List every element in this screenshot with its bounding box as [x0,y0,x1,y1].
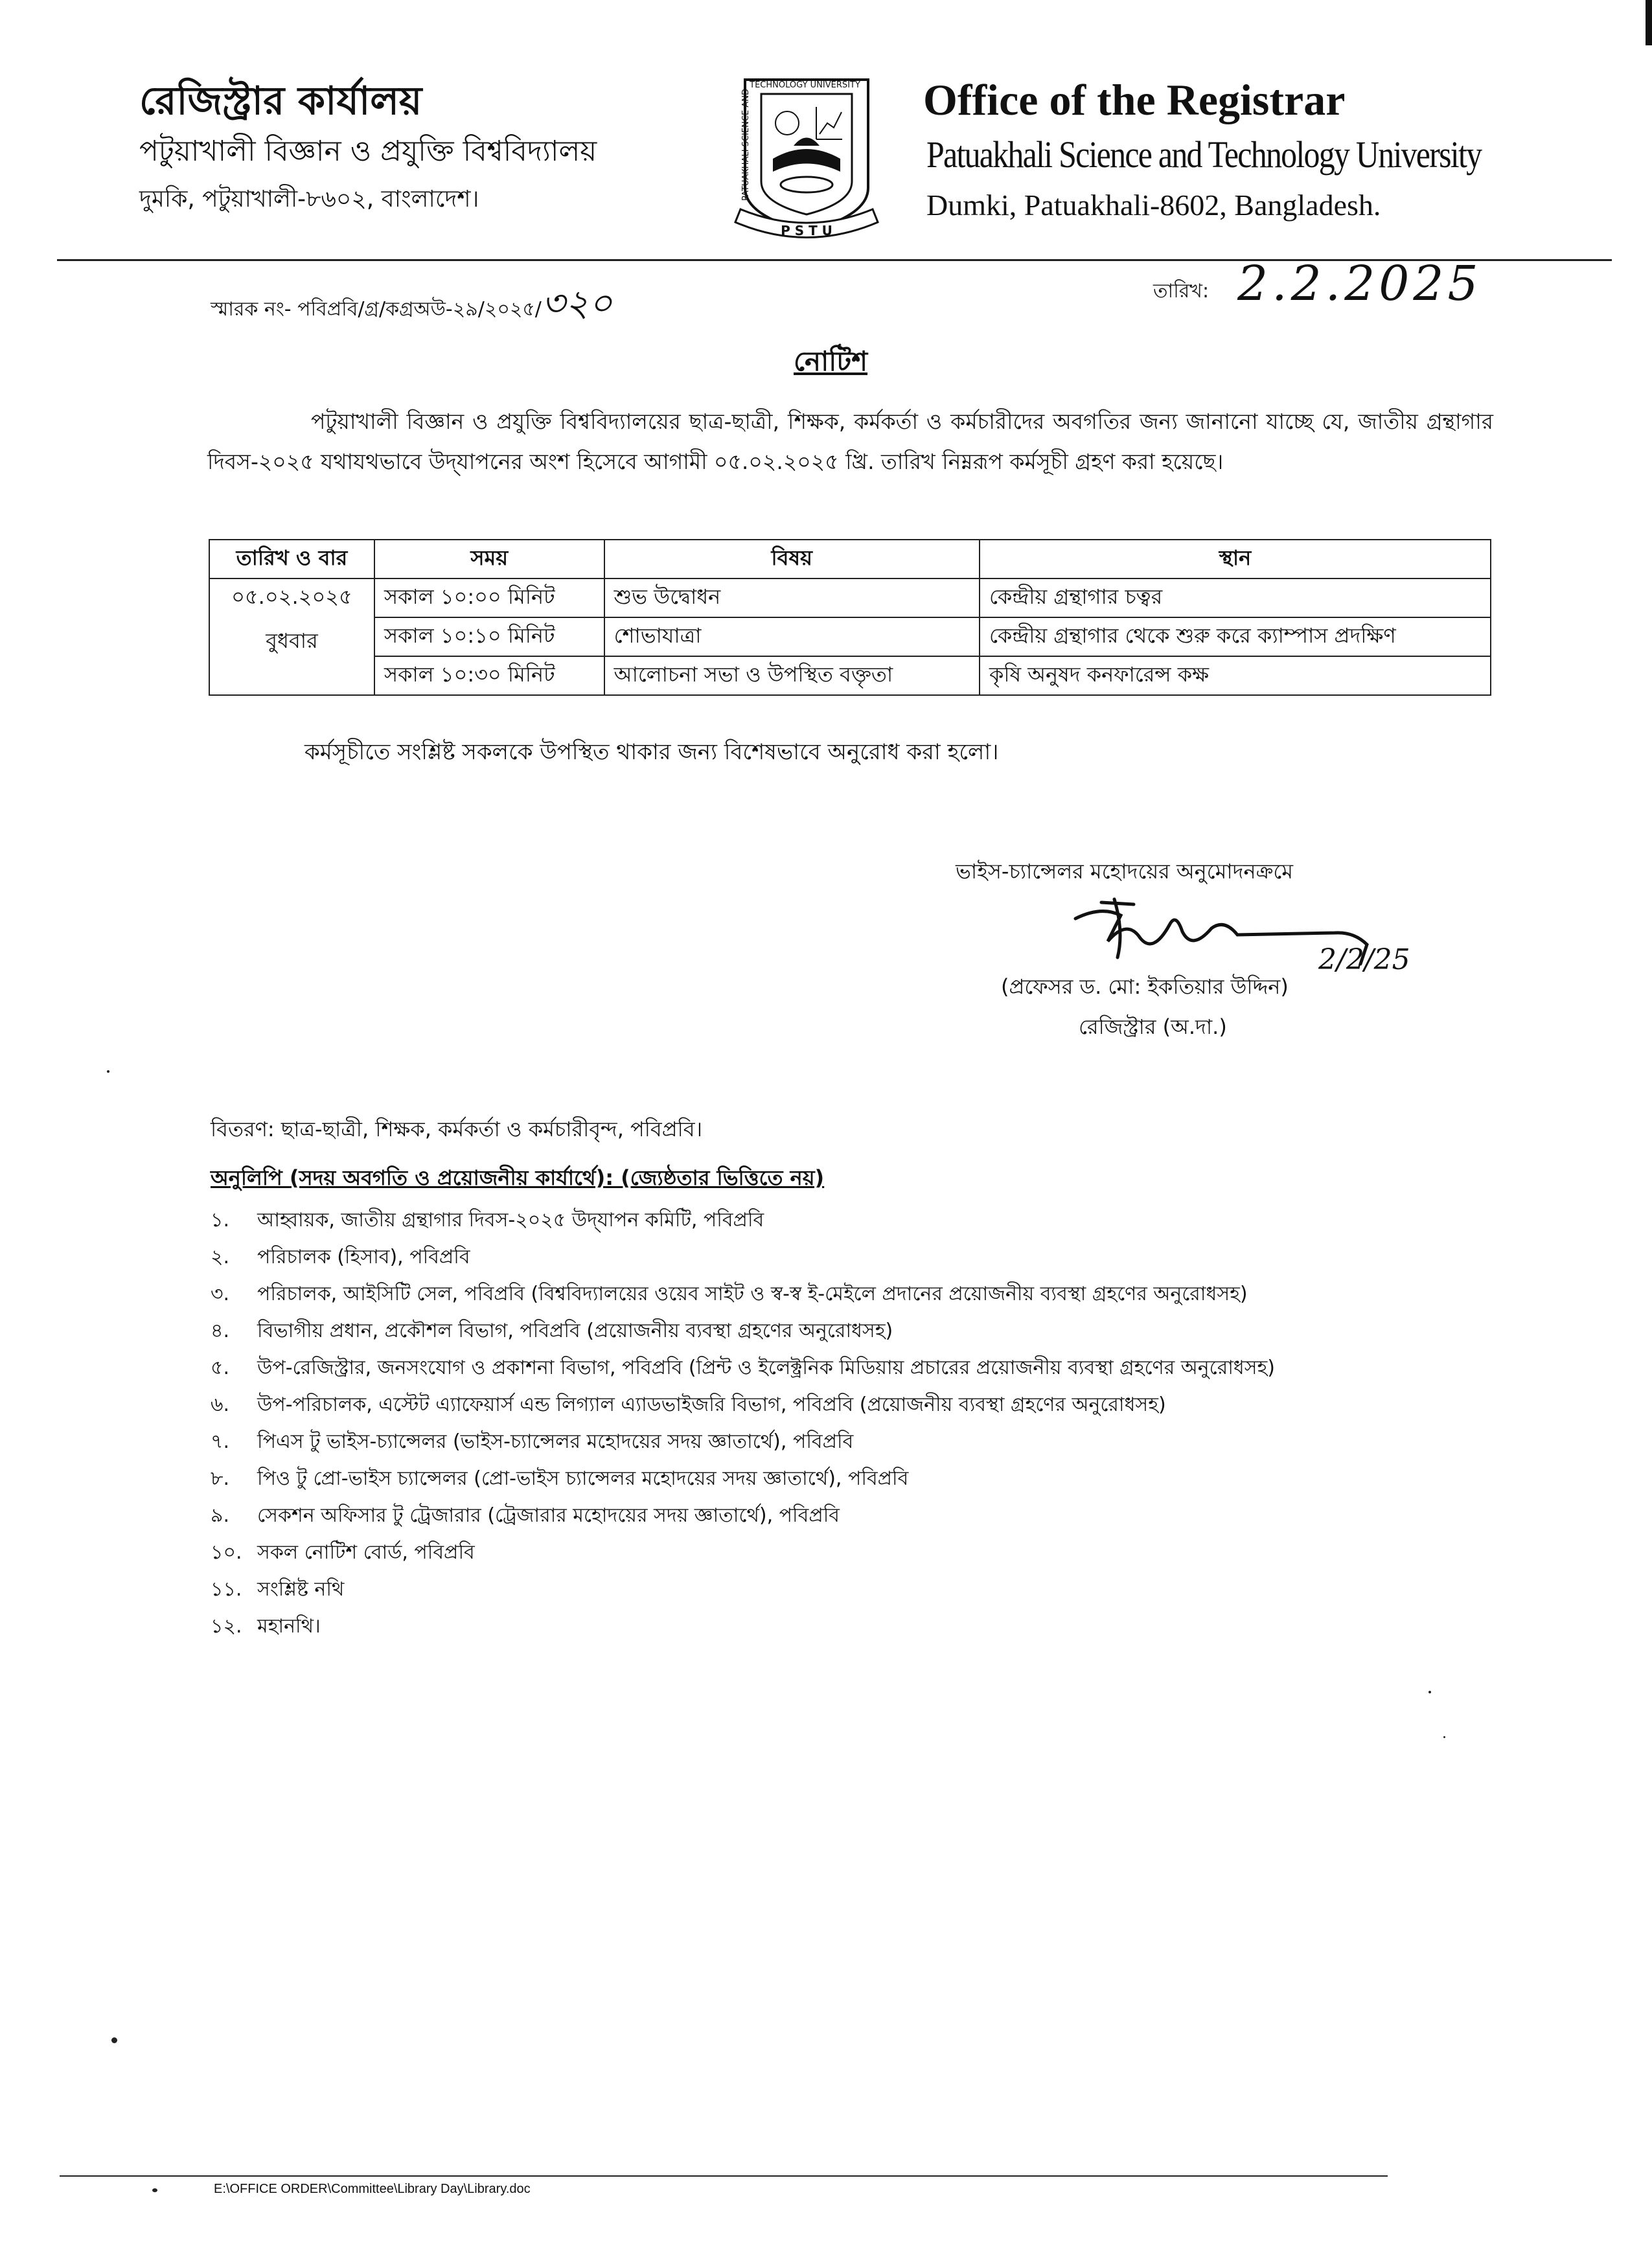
list-item [211,1608,1275,1645]
memo-handwritten-number: ৩২০ [541,282,613,325]
list-item-number: ১২. [211,1615,242,1638]
list-item-text: সেকশন অফিসার টু ট্রেজারার (ট্রেজারার মহোদয়ের সদয় জ্ঞাতার্থে), পবিপ্রবি [257,1504,840,1527]
list-item-text: আহ্বায়ক, জাতীয় গ্রন্থাগার দিবস-২০২৫ উদ্‌যাপন কমিটি, পবিপ্রবি [257,1209,764,1231]
memo-number [211,275,612,336]
list-item [211,1276,1275,1312]
list-item-text: পরিচালক (হিসাব), পবিপ্রবি [257,1246,470,1268]
list-item-number: ৫. [211,1357,230,1379]
file-path: E:\OFFICE ORDER\Committee\Library Day\Library.doc [214,2182,531,2196]
header-place: স্থান [980,540,1491,578]
english-university-name: Patuakhali Science and Technology University [926,133,1482,176]
place-cell: কৃষি অনুষদ কনফারেন্স কক্ষ [980,656,1491,695]
list-item-number: ২. [211,1246,230,1268]
list-item [211,1571,1275,1608]
english-address: Dumki, Patuakhali-8602, Bangladesh. [926,189,1381,222]
list-item [211,1497,1275,1534]
cc-heading: অনুলিপি (সদয় অবগতি ও প্রয়োজনীয় কার্যার্থে): (জ্যেষ্ঠতার ভিত্তিতে নয়) [211,1165,825,1190]
list-item-number: ১১. [211,1578,242,1601]
list-item [211,1423,1275,1460]
list-item-text: বিভাগীয় প্রধান, প্রকৌশল বিভাগ, পবিপ্রবি (প্রয়োজনীয় ব্যবস্থা গ্রহণের অনুরোধসহ) [257,1320,893,1342]
list-item [211,1534,1275,1571]
cc-list [211,1202,1275,1645]
date-day-cell [209,578,374,695]
list-item-text: পিও টু প্রো-ভাইস চ্যান্সেলর (প্রো-ভাইস চ্যান্সেলর মহোদয়ের সদয় জ্ঞাতার্থে), পবিপ্রবি [257,1467,909,1490]
approval-note: ভাইস-চ্যান্সেলর মহোদয়ের অনুমোদনক্রমে [956,859,1293,884]
event-date: ০৫.০২.২০২৫ [231,584,352,609]
table-row [209,617,1491,656]
scan-speck [152,2188,157,2192]
list-item [211,1239,1275,1276]
list-item-number: ৪. [211,1320,230,1342]
scan-speck [1443,1736,1445,1738]
header-time: সময় [374,540,604,578]
time-cell: সকাল ১০:৩০ মিনিট [374,656,604,695]
list-item-text: সংশ্লিষ্ট নথি [257,1578,345,1601]
list-item-number: ১. [211,1209,230,1231]
header-date-day: তারিখ ও বার [209,540,374,578]
signatory-role: রেজিস্ট্রার (অ.দা.) [1079,1014,1227,1039]
scan-speck [111,2037,117,2043]
distribution-line: বিতরণ: ছাত্র-ছাত্রী, শিক্ষক, কর্মকর্তা ও কর্মচারীবৃন্দ, পবিপ্রবি। [211,1117,703,1141]
list-item-number: ১০. [211,1541,242,1564]
list-item [211,1386,1275,1423]
scan-edge-mark [1646,0,1652,45]
intro-paragraph: পটুয়াখালী বিজ্ঞান ও প্রযুক্তি বিশ্ববিদ্যালয়ের ছাত্র-ছাত্রী, শিক্ষক, কর্মকর্তা ও কর্মচারীদের অবগতির জন্য জানানো যাচ্ছে যে, জাতীয় গ্রন্থাগার দিবস-২০২৫ যথাযথভাবে উদ্‌যাপনের অংশ হিসেবে আগামী ০৫.০২.২০২৫ খ্রি. তারিখ নিম্নরূপ কর্মসূচী গ্রহণ করা হয়েছে। [207,409,1493,474]
university-logo-icon [722,62,891,256]
schedule-table [209,539,1491,696]
logo-ring-text: PATUAKHALI SCIENCE AND TECHNOLOGY UNIVERSITY [741,80,860,201]
notice-title: নোটিশ [794,345,868,377]
subject-cell: শুভ উদ্বোধন [604,578,980,617]
scan-speck [107,1070,109,1073]
footer-divider [60,2175,1388,2177]
signatory-name: (প্রফেসর ড. মো: ইকতিয়ার উদ্দিন) [1001,974,1289,999]
subject-cell: শোভাযাত্রা [604,617,980,656]
list-item [211,1312,1275,1349]
event-day: বুধবার [266,628,318,653]
closing-request: কর্মসূচীতে সংশ্লিষ্ট সকলকে উপস্থিত থাকার জন্য বিশেষভাবে অনুরোধ করা হলো। [304,739,999,765]
subject-cell: আলোচনা সভা ও উপস্থিত বক্তৃতা [604,656,980,695]
list-item [211,1460,1275,1497]
list-item-text: পরিচালক, আইসিটি সেল, পবিপ্রবি (বিশ্ববিদ্যালয়ের ওয়েব সাইট ও স্ব-স্ব ই-মেইলে প্রদানের প্রয়োজনীয় ব্যবস্থা গ্রহণের অনুরোধসহ) [257,1283,1248,1305]
logo-banner-text: P S T U [781,223,832,238]
list-item [211,1202,1275,1239]
list-item [211,1349,1275,1386]
list-item-text: মহানথি। [257,1615,321,1638]
list-item-number: ৯. [211,1504,230,1527]
time-cell: সকাল ১০:০০ মিনিট [374,578,604,617]
header-subject: বিষয় [604,540,980,578]
bangla-address: দুমকি, পটুয়াখালী-৮৬০২, বাংলাদেশ। [139,186,479,212]
memo-label: স্মারক নং- পবিপ্রবি/গ্র/কগ্রঅউ-২৯/২০২৫/ [211,298,542,321]
list-item-text: উপ-রেজিস্ট্রার, জনসংযোগ ও প্রকাশনা বিভাগ, পবিপ্রবি (প্রিন্ট ও ইলেক্ট্রনিক মিডিয়ায় প্রচারের প্রয়োজনীয় ব্যবস্থা গ্রহণের অনুরোধসহ) [257,1357,1275,1379]
bangla-university-name: পটুয়াখালী বিজ্ঞান ও প্রযুক্তি বিশ্ববিদ্যালয় [139,135,597,168]
date-handwritten: 2.2.2025 [1237,256,1482,312]
table-row [209,656,1491,695]
list-item-text: সকল নোটিশ বোর্ড, পবিপ্রবি [257,1541,475,1564]
list-item-number: ৬. [211,1393,230,1416]
place-cell: কেন্দ্রীয় গ্রন্থাগার চত্বর [980,578,1491,617]
time-cell: সকাল ১০:১০ মিনিট [374,617,604,656]
signature-date: 2/2/25 [1318,943,1410,976]
table-header-row [209,540,1491,578]
english-office-title: Office of the Registrar [923,75,1346,124]
list-item-number: ৩. [211,1283,230,1305]
place-cell: কেন্দ্রীয় গ্রন্থাগার থেকে শুরু করে ক্যাম্পাস প্রদক্ষিণ [980,617,1491,656]
signature-icon [1062,893,1425,977]
date-label: তারিখ: [1153,280,1210,303]
list-item-number: ৮. [211,1467,230,1490]
scan-speck [1428,1691,1431,1693]
table-row [209,578,1491,617]
list-item-number: ৭. [211,1430,230,1453]
list-item-text: উপ-পরিচালক, এস্টেট এ্যাফেয়ার্স এন্ড লিগ্যাল এ্যাডভাইজরি বিভাগ, পবিপ্রবি (প্রয়োজনীয় ব্যবস্থা গ্রহণের অনুরোধসহ) [257,1393,1166,1416]
list-item-text: পিএস টু ভাইস-চ্যান্সেলর (ভাইস-চ্যান্সেলর মহোদয়ের সদয় জ্ঞাতার্থে), পবিপ্রবি [257,1430,854,1453]
bangla-office-title: রেজিস্ট্রার কার্যালয় [139,78,422,124]
